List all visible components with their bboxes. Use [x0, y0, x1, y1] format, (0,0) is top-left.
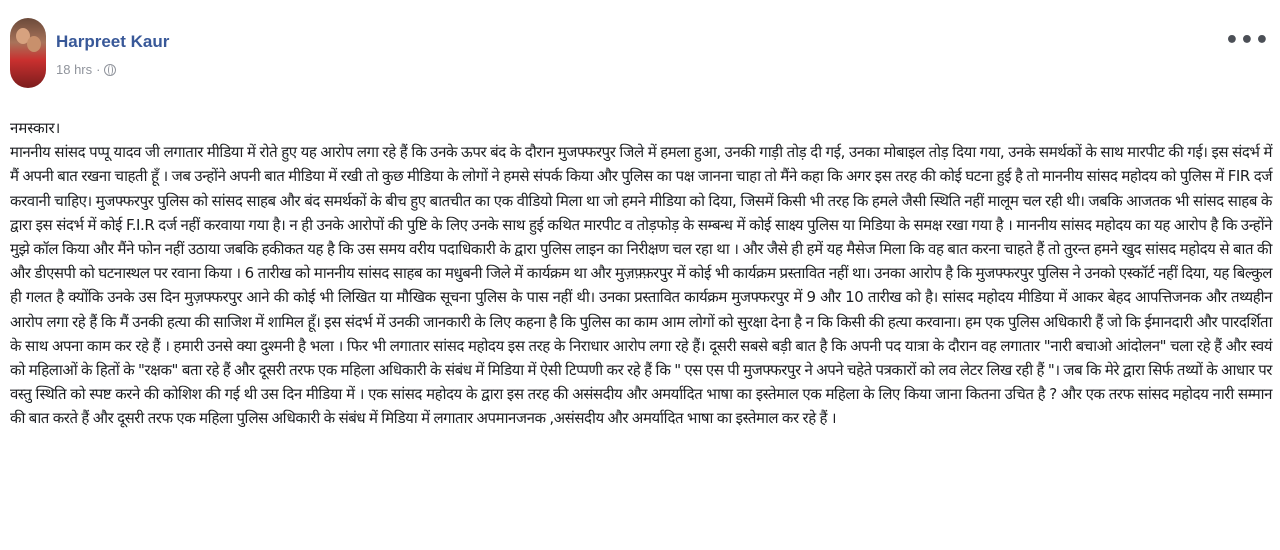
avatar-face — [27, 36, 41, 52]
post-body-text: माननीय सांसद पप्पू यादव जी लगातार मीडिया में रोते हुए यह आरोप लगा रहे हैं कि उनके ऊपर बंद के दौरान मुजफ्फरपुर जिले में हमला हुआ, उनकी गाड़ी तोड़ दी गई, उनका मोबाइल तोड़ दिया गया, उनके समर्थकों के साथ मारपीट की गई। इस संदर्भ में मैं अपनी बात रखना चाहती हूँ । जब उन्होंने अपनी बात मीडिया में रखी तो कुछ मीडिया के लोगों ने हमसे संपर्क किया और पुलिस का पक्ष जानना चाहा तो मैंने कहा कि अगर इस तरह की कोई घटना हुई है तो माननीय सांसद महोदय को पुलिस में FIR दर्ज करवानी चाहिए। मुजफ्फरपुर पुलिस को सांसद साहब और बंद समर्थकों के बीच हुए बातचीत का एक वीडियो मिला था जो हमने मीडिया को दिया, जिसमें किसी भी तरह कि हमले जैसी स्थिति नहीं मालूम चल रही थी। जबकि आजतक भी सांसद साहब के द्वारा इस संदर्भ में कोई F.I.R दर्ज नहीं करवाया गया है। न ही उनके आरोपों की पुष्टि के लिए उनके साथ हुई कथित मारपीट व तोड़फोड़ के सम्बन्ध में कोई साक्ष्य पुलिस या मिडिया के समक्ष रखा गया है । माननीय सांसद महोदय का यह आरोप है कि उन्होंने मुझे कॉल किया और मैंने फोन नहीं उठाया जबकि हकीकत यह है कि उस समय वरीय पदाधिकारी के द्वारा पुलिस लाइन का निरीक्षण चल रहा था । और जैसे ही हमें यह मैसेज मिला कि वह बात करना चाहते हैं तो तुरन्त हमने खुद सांसद महोदय से बात की और डीएसपी को घटनास्थल पर रवाना किया । 6 तारीख को माननीय सांसद साहब का मधुबनी जिले में कार्यक्रम था और मुज़फ़्फ़रपुर में कोई भी कार्यक्रम प्रस्तावित नहीं था। उनका आरोप है कि मुजफ्फरपुर पुलिस ने उनको एस्कॉर्ट नहीं दिया, यह बिल्कुल ही गलत है क्योंकि उनके उस दिन मुज़फ्फरपुर आने की कोई भी लिखित या मौखिक सूचना पुलिस के पास नहीं थी। उनका प्रस्तावित कार्यक्रम मुजफ्फरपुर में 9 और 10 तारीख को है। सांसद महोदय मीडिया में आकर बेहद आपत्तिजनक और तथ्यहीन आरोप लगा रहे हैं कि मैं उनकी हत्या की साजिश में शामिल हूँ। इस संदर्भ में उनकी जानकारी के लिए कहना है कि पुलिस का काम आम लोगों को सुरक्षा देना है न कि किसी की हत्या करवाना। हम एक पुलिस अधिकारी हैं जो कि ईमानदारी और पारदर्शिता के साथ अपना काम कर रहे हैं । हमारी उनसे क्या दुश्मनी है भला । फिर भी लगातार सांसद महोदय इस तरह के निराधार आरोप लगा रहे हैं। दूसरी सबसे बड़ी बात है कि अपनी पद यात्रा के दौरान वह लगातार "नारी बचाओ आंदोलन" चला रहे हैं और स्वयं को महिलाओं के हितों के "रक्षक" बता रहे हैं और दूसरी तरफ एक महिला अधिकारी के संबंध में मिडिया में ऐसी टिप्पणी कर रहे हैं कि " एस एस पी मुजफ्फरपुर ने अपने चहेते पत्रकारों को लव लेटर लिख रही हैं "। जब कि मेरे द्वारा सिर्फ तथ्यों के आधार पर वस्तु स्थिति को स्पष्ट करने की कोशिश की गई थी उस दिन मीडिया में । एक सांसद महोदय के द्वारा इस तरह की असंसदीय और अमर्यादित भाषा का इस्तेमाल एक महिला के लिए किया जाना कितना उचित है ? और एक तरफ सांसद महोदय नारी सम्मान की बात करते हैं और दूसरी तरफ एक महिला पुलिस अधिकारी के संबंध में मिडिया में लगातार अपमानजनक ,असंसदीय और अमर्यादित भाषा का इस्तेमाल कर रहे हैं । — [10, 143, 1272, 428]
post-greeting: नमस्कार। — [10, 119, 61, 137]
avatar[interactable] — [10, 18, 46, 88]
meta-separator: · — [96, 62, 101, 77]
post-meta — [56, 62, 116, 77]
post-header — [10, 18, 1270, 90]
author-name-link[interactable]: Harpreet Kaur — [56, 32, 170, 51]
more-icon[interactable]: ••• — [1224, 28, 1270, 53]
post-content — [10, 116, 1272, 431]
globe-icon[interactable] — [104, 64, 116, 76]
post-timestamp[interactable]: 18 hrs — [56, 62, 93, 77]
